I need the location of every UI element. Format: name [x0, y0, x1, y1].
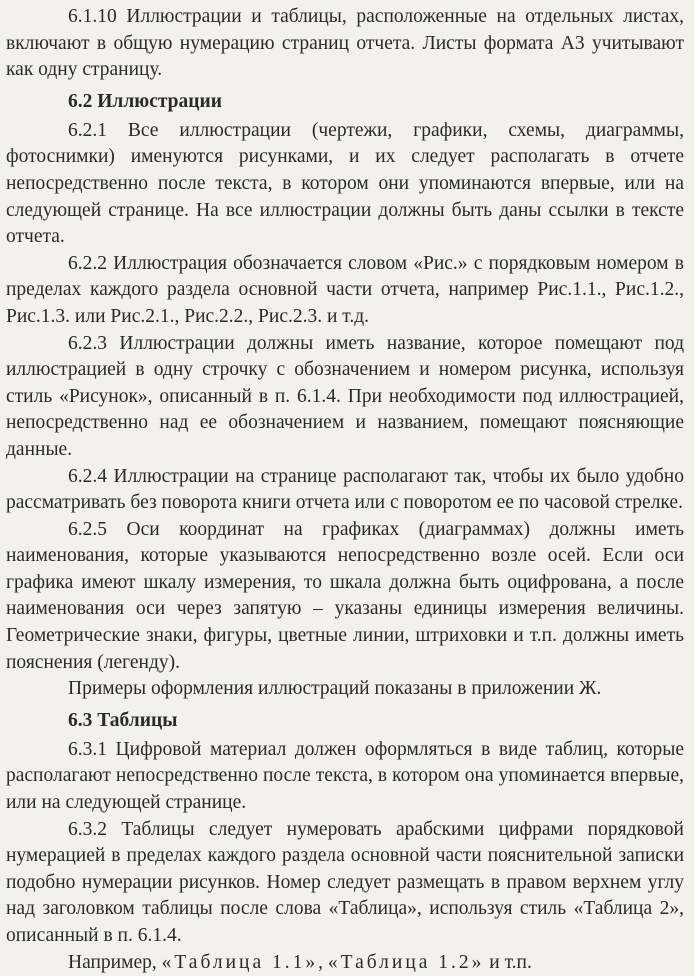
example-separator: , — [318, 951, 328, 973]
paragraph-6-2-4: 6.2.4 Иллюстрации на странице располагают так, чтобы их было удобно рассматривать без поворота книги отчета или с поворотом ее по часовой стрелке. — [6, 465, 684, 514]
paragraph-6-1-10: 6.1.10 Иллюстрации и таблицы, расположенные на отдельных листах, включают в общую нумерацию страниц отчета. Листы формата А3 учитывают как одну страницу. — [6, 6, 684, 81]
paragraph-6-3-1: 6.3.1 Цифровой материал должен оформляться в виде таблиц, которые располагают непосредственно после текста, в котором она упоминается впервые, или на следующей странице. — [6, 738, 684, 814]
example-table-1-2: «Таблица 1.2» — [327, 951, 485, 973]
paragraph-examples: Примеры оформления иллюстраций показаны в приложении Ж. — [68, 678, 602, 700]
example-prefix: Например, — [68, 951, 162, 973]
example-table-1-1: «Таблица 1.1» — [161, 951, 319, 973]
paragraph-6-2-3: 6.2.3 Иллюстрации должны иметь название, которое помещают под иллюстрацией в одну строчку с обозначением и номером рисунка, используя стиль «Рисунок», описанный в п. 6.1.4. При необходимости под иллюстрацией, непосредственно над ее обозначением и названием, помещают поясняющие данные. — [6, 332, 684, 460]
section-heading-6-3: 6.3 Таблицы — [68, 709, 178, 731]
paragraph-6-2-2: 6.2.2 Иллюстрация обозначается словом «Рис.» с порядковым номером в пределах каждого раздела основной части отчета, например Рис.1.1., Рис.1.2., Рис.1.3. или Рис.2.1., Рис.2.2., Рис.2.3. и т.д. — [6, 252, 684, 327]
paragraph-6-2-5: 6.2.5 Оси координат на графиках (диаграммах) должны иметь наименования, которые указываются непосредственно возле осей. Если оси графика имеют шкалу измерения, то шкала должна быть оцифрована, а после наименования оси через запятую – указаны единицы измерения величины. Геометрические знаки, фигуры, цветные линии, штриховки и т.п. должны иметь пояснения (легенду). — [6, 518, 684, 673]
paragraph-6-3-2: 6.3.2 Таблицы следует нумеровать арабскими цифрами порядковой нумерацией в пределах каждого раздела основной части пояснительной записки подобно нумерации рисунков. Номер следует размещать в правом верхнем углу над заголовком таблицы после слова «Таблица», используя стиль «Таблица 2», описанный в п. 6.1.4. — [6, 818, 684, 946]
example-suffix: и т.п. — [484, 951, 532, 973]
paragraph-table-example — [6, 950, 684, 976]
section-heading-6-2: 6.2 Иллюстрации — [68, 90, 222, 112]
paragraph-6-2-1: 6.2.1 Все иллюстрации (чертежи, графики, схемы, диаграммы, фотоснимки) именуются рисунками, и их следует располагать в отчете непосредственно после текста, в котором они упоминаются впервые, или на следующей странице. На все иллюстрации должны быть даны ссылки в тексте отчета. — [6, 119, 684, 248]
